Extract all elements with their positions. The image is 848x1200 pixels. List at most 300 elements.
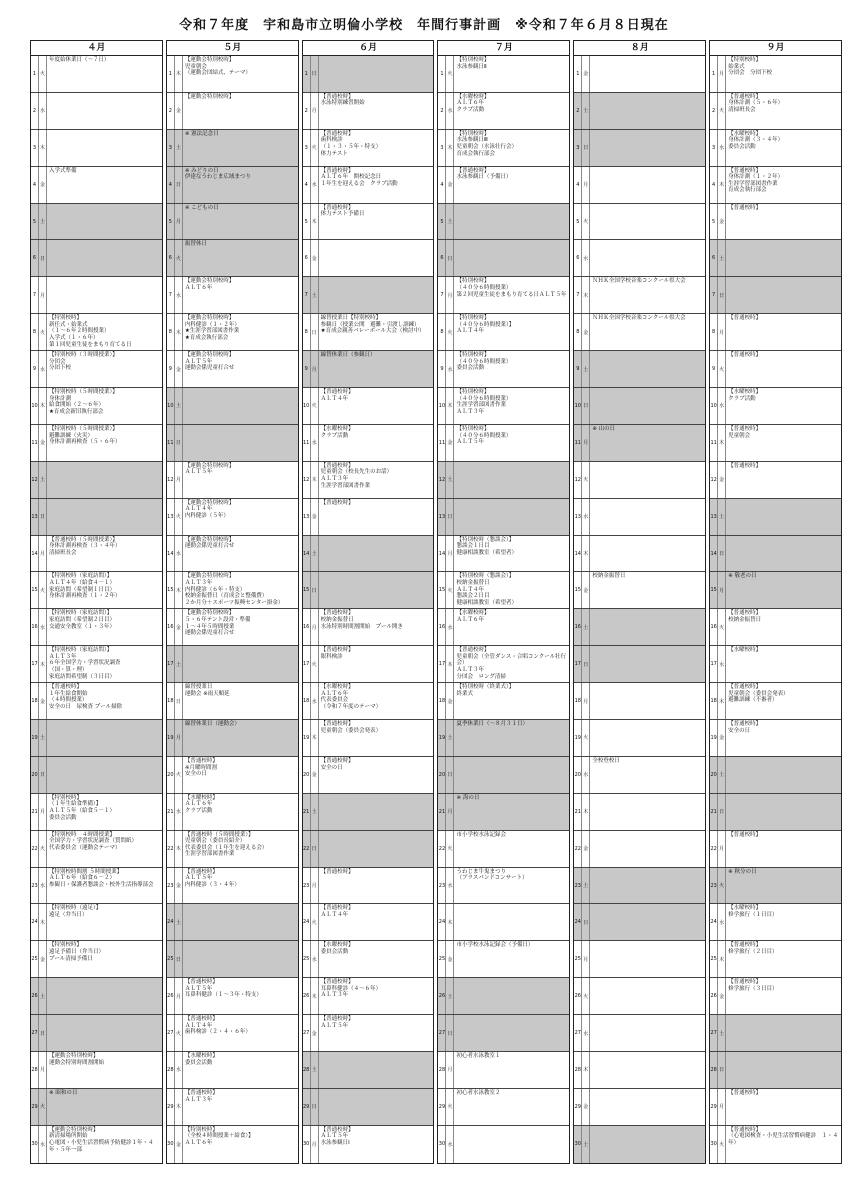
day-number: 9 (31, 351, 39, 387)
weekday: 木 (446, 130, 454, 166)
day-events (590, 462, 705, 498)
day-row (710, 167, 841, 204)
day-events (47, 1015, 162, 1051)
day-number: 6 (303, 240, 311, 276)
day-row (303, 130, 434, 167)
day-number: 20 (303, 757, 311, 793)
day-events: 【普通校時】 (728, 831, 762, 838)
day-events: 【水曜校時】 クラブ活動 (320, 425, 354, 439)
day-events: 【普通校時】 （心電図検査・小児生活習慣病健診 １・４年） (728, 1126, 839, 1147)
day-number: 27 (710, 1015, 718, 1051)
day-row (710, 462, 841, 499)
day-row (574, 1089, 705, 1126)
day-number: 15 (31, 572, 39, 608)
weekday: 月 (39, 536, 47, 572)
weekday: 水 (718, 388, 726, 424)
weekday: 金 (718, 720, 726, 756)
day-row (710, 1089, 841, 1126)
day-number: 17 (31, 646, 39, 682)
weekday: 月 (718, 1089, 726, 1125)
weekday: 土 (446, 978, 454, 1014)
day-events: 線替休業日（運動会） (184, 721, 240, 728)
day-row (438, 794, 569, 831)
day-row (574, 794, 705, 831)
day-number: 6 (31, 240, 39, 276)
day-events (590, 831, 705, 867)
day-events (590, 388, 705, 424)
day-row (303, 941, 434, 978)
day-number: 26 (438, 978, 446, 1014)
weekday: 火 (446, 572, 454, 608)
weekday: 日 (582, 904, 590, 940)
day-events (454, 499, 569, 535)
day-number: 5 (31, 204, 39, 240)
day-number: 2 (303, 93, 311, 129)
day-events: 【特別校時】 新任式・始業式 （１～６年２時間授業） 入学式（１・６年） 第１回児童生徒をまもり育てる日 (49, 315, 132, 348)
day-row (167, 683, 298, 720)
day-number: 16 (31, 609, 39, 645)
day-row (303, 978, 434, 1015)
day-row (574, 499, 705, 536)
day-events: 初心者水泳教室１ (456, 1053, 501, 1060)
day-number: 14 (167, 536, 175, 572)
day-events: 線替授業日 運動会 ※雨天順延 (184, 684, 230, 697)
day-row (710, 499, 841, 536)
day-row (710, 56, 841, 93)
day-events: 【水曜校時】 身体計測（３・４年） 委員会活動 (728, 130, 784, 150)
day-number: 12 (167, 462, 175, 498)
weekday: 日 (175, 425, 183, 461)
day-events (319, 536, 434, 572)
weekday: 日 (718, 277, 726, 313)
month-header: ８月 (574, 41, 705, 56)
day-number: 29 (303, 1089, 311, 1125)
day-row (303, 240, 434, 277)
month-column (573, 40, 706, 1164)
day-row (438, 572, 569, 609)
day-number: 23 (303, 868, 311, 904)
day-events: 【普通校時】 校納金振替日 水泳特別時間割開始 プール開き (320, 610, 403, 630)
day-events: 【水曜校時】 委員会活動 (184, 1053, 218, 1066)
day-row (167, 499, 298, 536)
weekday: 日 (718, 1052, 726, 1088)
day-row (438, 277, 569, 314)
day-number: 24 (31, 904, 39, 940)
month-column (166, 40, 299, 1164)
day-number: 30 (438, 1126, 446, 1163)
day-row (710, 646, 841, 683)
day-events (454, 978, 569, 1014)
weekday: 日 (446, 499, 454, 535)
weekday: 水 (446, 868, 454, 904)
day-events: 【普通校時】 (728, 315, 762, 322)
day-row (167, 351, 298, 388)
day-number: 3 (303, 130, 311, 166)
day-events: 【普通校時】 ＡＬＴ４年 歯科検診（２・４・６年） (184, 1016, 251, 1036)
day-events: 【普通校時】 水泳特別練習開始 (320, 93, 365, 107)
weekday: 火 (39, 314, 47, 350)
weekday: 日 (311, 1089, 319, 1125)
day-row (438, 757, 569, 794)
weekday: 木 (311, 204, 319, 240)
weekday: 水 (39, 93, 47, 129)
day-events: 【普通校時】 児童朝会（委員会発表） 避難訓練（不審者） (728, 684, 789, 704)
day-number: 8 (438, 314, 446, 350)
day-number: 6 (710, 240, 718, 276)
weekday: 木 (311, 978, 319, 1014)
day-events (47, 277, 162, 313)
day-row (574, 277, 705, 314)
day-row (574, 978, 705, 1015)
day-row (710, 536, 841, 573)
day-events (319, 240, 434, 276)
day-number: 23 (167, 868, 175, 904)
weekday: 火 (446, 831, 454, 867)
day-events (590, 609, 705, 645)
weekday: 土 (446, 462, 454, 498)
weekday: 金 (175, 93, 183, 129)
day-number: 14 (710, 536, 718, 572)
month-grid (30, 40, 842, 1164)
weekday: 火 (718, 609, 726, 645)
day-events: 【特別校時（家庭訪問）】 ＡＬＴ３年 ６年全国学力・学習状況調査 （国・算・理） 家庭訪問希望制（３日目） (49, 647, 121, 680)
page-title: 令和７年度 宇和島市立明倫小学校 年間行事計画 ※令和７年６月８日現在 (179, 18, 669, 33)
day-events: 【普通校時】 (728, 204, 762, 211)
day-events (590, 240, 705, 276)
weekday: 金 (582, 314, 590, 350)
weekday: 日 (175, 167, 183, 203)
day-row (303, 1089, 434, 1126)
day-row (31, 93, 162, 130)
day-row (438, 167, 569, 204)
day-number: 25 (303, 941, 311, 977)
day-row (303, 831, 434, 868)
weekday: 月 (311, 351, 319, 387)
day-number: 29 (710, 1089, 718, 1125)
day-row (438, 1052, 569, 1089)
day-events (726, 1052, 841, 1088)
day-row (710, 868, 841, 905)
day-row (438, 646, 569, 683)
day-number: 16 (574, 609, 582, 645)
weekday: 日 (311, 572, 319, 608)
day-row (710, 240, 841, 277)
weekday: 火 (175, 1015, 183, 1051)
day-events (590, 683, 705, 719)
day-events (590, 204, 705, 240)
day-number: 20 (438, 757, 446, 793)
day-row (438, 130, 569, 167)
day-row (303, 536, 434, 573)
day-number: 27 (167, 1015, 175, 1051)
weekday: 水 (175, 1052, 183, 1088)
day-number: 19 (438, 720, 446, 756)
day-number: 22 (710, 831, 718, 867)
day-row (710, 1052, 841, 1089)
day-number: 4 (438, 167, 446, 203)
day-number: 5 (303, 204, 311, 240)
day-row (167, 277, 298, 314)
weekday: 金 (446, 941, 454, 977)
month-header: ４月 (31, 41, 162, 56)
weekday: 月 (39, 794, 47, 830)
day-events: 【普通校時】 修学旅行（３日目） (728, 979, 778, 992)
weekday: 日 (582, 388, 590, 424)
day-number: 24 (710, 904, 718, 940)
day-row (438, 388, 569, 425)
day-events: 【普通校時】 児童朝会 (728, 425, 762, 439)
day-row (31, 904, 162, 941)
day-row (710, 388, 841, 425)
day-number: 30 (167, 1126, 175, 1163)
day-number: 15 (167, 572, 175, 608)
weekday: 水 (446, 609, 454, 645)
weekday: 土 (39, 204, 47, 240)
day-events: 校納金振替日 (592, 573, 626, 580)
weekday: 日 (39, 1015, 47, 1051)
day-events: 【普通校時】 (728, 1089, 762, 1096)
day-row (31, 868, 162, 905)
day-number: 3 (31, 130, 39, 166)
day-row (303, 425, 434, 462)
weekday: 水 (311, 167, 319, 203)
weekday: 火 (718, 93, 726, 129)
day-number: 30 (303, 1126, 311, 1163)
weekday: 月 (311, 1126, 319, 1163)
weekday: 金 (175, 609, 183, 645)
weekday: 日 (582, 130, 590, 166)
day-events: 【普通校時】 身体計測（１・２年） 生涯学習部図書作業 育成会執行部会 (728, 167, 784, 194)
weekday: 土 (311, 277, 319, 313)
weekday: 土 (311, 536, 319, 572)
day-events: 【特別校時】 （４０分６時間授業） ＡＬＴ５年 (456, 425, 512, 446)
day-number: 19 (31, 720, 39, 756)
day-row (167, 868, 298, 905)
weekday: 木 (175, 572, 183, 608)
day-row (710, 204, 841, 241)
day-row (710, 277, 841, 314)
weekday: 木 (39, 904, 47, 940)
day-events: ＮＨＫ全国学校音楽コンクール県大会 (592, 278, 686, 285)
weekday: 水 (39, 1126, 47, 1163)
weekday: 日 (175, 941, 183, 977)
day-events: 【運動会特別校時】 ＡＬＴ３年 内科健診（６年・特支） 校納金振替日（育成会と整備費） ２か月分＋スポーツ振興センター掛金） (184, 573, 284, 606)
day-number: 18 (31, 683, 39, 719)
day-number: 17 (710, 646, 718, 682)
day-number: 9 (303, 351, 311, 387)
day-number: 17 (167, 646, 175, 682)
day-number: 8 (167, 314, 175, 350)
day-number: 28 (303, 1052, 311, 1088)
day-number: 10 (438, 388, 446, 424)
day-events (590, 868, 705, 904)
day-events: 【普通校時】 (320, 868, 354, 875)
weekday: 土 (446, 720, 454, 756)
day-number: 14 (303, 536, 311, 572)
weekday: 水 (446, 93, 454, 129)
weekday: 火 (718, 351, 726, 387)
weekday: 日 (446, 1015, 454, 1051)
day-row (167, 904, 298, 941)
day-events: 【水曜校時】 ＡＬＴ６年 クラブ活動 (456, 93, 490, 114)
weekday: 日 (718, 536, 726, 572)
day-events: 【特別校時（３時間授業）】 分団会 分団下校 (49, 352, 118, 372)
day-events: 【普通校時】 児童朝会（全管ダンス・合唱コンクール壮行会） ＡＬＴ３年 分団会 ロング清掃 (456, 647, 567, 680)
day-row (31, 683, 162, 720)
day-events: 【普通校時】 眼科検診 (320, 647, 354, 660)
day-number: 20 (710, 757, 718, 793)
day-events (590, 941, 705, 977)
day-number: 18 (167, 683, 175, 719)
weekday: 金 (39, 425, 47, 461)
day-events: ※ 昭和の日 (49, 1089, 78, 1096)
day-row (574, 167, 705, 204)
weekday: 水 (175, 277, 183, 313)
day-row (574, 425, 705, 462)
day-number: 9 (574, 351, 582, 387)
day-number: 11 (710, 425, 718, 461)
weekday: 木 (718, 167, 726, 203)
day-row (303, 572, 434, 609)
weekday: 木 (582, 1052, 590, 1088)
day-number: 10 (167, 388, 175, 424)
weekday: 火 (718, 1126, 726, 1163)
day-events: 振替休日 (184, 241, 207, 248)
day-number: 3 (167, 130, 175, 166)
weekday: 火 (311, 130, 319, 166)
day-events (183, 941, 298, 977)
weekday: 木 (39, 388, 47, 424)
day-events (183, 646, 298, 682)
day-number: 18 (438, 683, 446, 719)
day-events: ※ みどりの日 伊達なうわじま広域まつり (184, 167, 251, 181)
day-row (710, 314, 841, 351)
weekday: 土 (311, 1052, 319, 1088)
day-number: 19 (574, 720, 582, 756)
day-row (31, 720, 162, 757)
day-events: 【普通校時】 ＡＬＴ５年 水泳参観日Ⅰ (320, 1126, 354, 1147)
day-events (454, 1015, 569, 1051)
day-number: 1 (167, 56, 175, 92)
day-row (167, 425, 298, 462)
day-number: 20 (167, 757, 175, 793)
day-row (438, 720, 569, 757)
day-row (710, 683, 841, 720)
day-row (303, 277, 434, 314)
day-events (47, 499, 162, 535)
weekday: 土 (582, 1126, 590, 1163)
day-events: 【普通校時】 ＡＬＴ５年 耳鼻科健診（１～３年・特支） (184, 979, 262, 999)
day-row (31, 388, 162, 425)
weekday: 月 (718, 831, 726, 867)
weekday: 金 (311, 757, 319, 793)
weekday: 木 (446, 388, 454, 424)
day-number: 27 (574, 1015, 582, 1051)
day-row (710, 904, 841, 941)
day-number: 28 (167, 1052, 175, 1088)
day-number: 11 (438, 425, 446, 461)
day-number: 5 (438, 204, 446, 240)
day-events (590, 1089, 705, 1125)
day-number: 21 (438, 794, 446, 830)
day-events: 【普通校時（５時間授業）】 身体計測再検査（３・４年） 清掃班長会 (49, 536, 121, 556)
weekday: 火 (311, 904, 319, 940)
day-number: 7 (710, 277, 718, 313)
day-events: ※ 山の日 (592, 425, 616, 432)
weekday: 金 (311, 499, 319, 535)
day-events: 【普通校時】 １年生給食開始 （４時間授業） 安全の日 尿検査 プール掃除 (49, 684, 122, 710)
weekday: 金 (582, 572, 590, 608)
day-row (438, 499, 569, 536)
day-number: 1 (31, 56, 39, 92)
weekday: 火 (175, 240, 183, 276)
day-row (167, 757, 298, 794)
day-number: 8 (31, 314, 39, 350)
weekday: 火 (718, 868, 726, 904)
day-events: 夏季休業日（～８月３１日） (456, 721, 528, 728)
day-number: 15 (574, 572, 582, 608)
day-row (31, 351, 162, 388)
day-number: 25 (574, 941, 582, 977)
weekday: 金 (311, 1015, 319, 1051)
weekday: 日 (446, 757, 454, 793)
day-row (167, 1015, 298, 1052)
day-row (303, 757, 434, 794)
day-events (47, 978, 162, 1014)
day-row (574, 240, 705, 277)
day-events: 【運動会特別校時】 ５・６年テント設営・準備 １～４年５時間授業 運動会係児童打合せ (184, 610, 251, 637)
day-row (438, 314, 569, 351)
weekday: 土 (718, 757, 726, 793)
day-number: 22 (438, 831, 446, 867)
day-events: 市小学校水泳記録会（予備日） (456, 942, 534, 949)
weekday: 月 (39, 277, 47, 313)
day-number: 29 (574, 1089, 582, 1125)
day-events: ※ こどもの日 (184, 204, 219, 211)
weekday: 日 (39, 240, 47, 276)
month-column (437, 40, 570, 1164)
weekday: 金 (582, 831, 590, 867)
day-events (319, 1052, 434, 1088)
day-number: 9 (710, 351, 718, 387)
day-number: 7 (167, 277, 175, 313)
weekday: 火 (175, 757, 183, 793)
day-row (31, 499, 162, 536)
weekday: 月 (175, 978, 183, 1014)
day-events: 【普通校時】 ＡＬＴ５年 (320, 1016, 354, 1029)
day-events (590, 646, 705, 682)
day-row (710, 978, 841, 1015)
day-number: 19 (167, 720, 175, 756)
day-row (574, 904, 705, 941)
weekday: 水 (446, 351, 454, 387)
weekday: 水 (175, 794, 183, 830)
day-events (726, 499, 841, 535)
weekday: 木 (311, 462, 319, 498)
day-events: 【特別校時】 水泳参観日Ⅱ (456, 57, 490, 70)
weekday: 水 (582, 240, 590, 276)
day-events: ※ 海の日 (456, 794, 480, 801)
day-events (726, 240, 841, 276)
day-events: 【水曜校時】 ＡＬＴ６年 代表委員会 （令和７年度のテーマ） (320, 684, 382, 710)
month-header: ９月 (710, 41, 841, 56)
day-number: 21 (710, 794, 718, 830)
day-number: 23 (31, 868, 39, 904)
weekday: 月 (446, 794, 454, 830)
day-row (167, 1089, 298, 1126)
day-row (438, 1015, 569, 1052)
weekday: 月 (311, 93, 319, 129)
